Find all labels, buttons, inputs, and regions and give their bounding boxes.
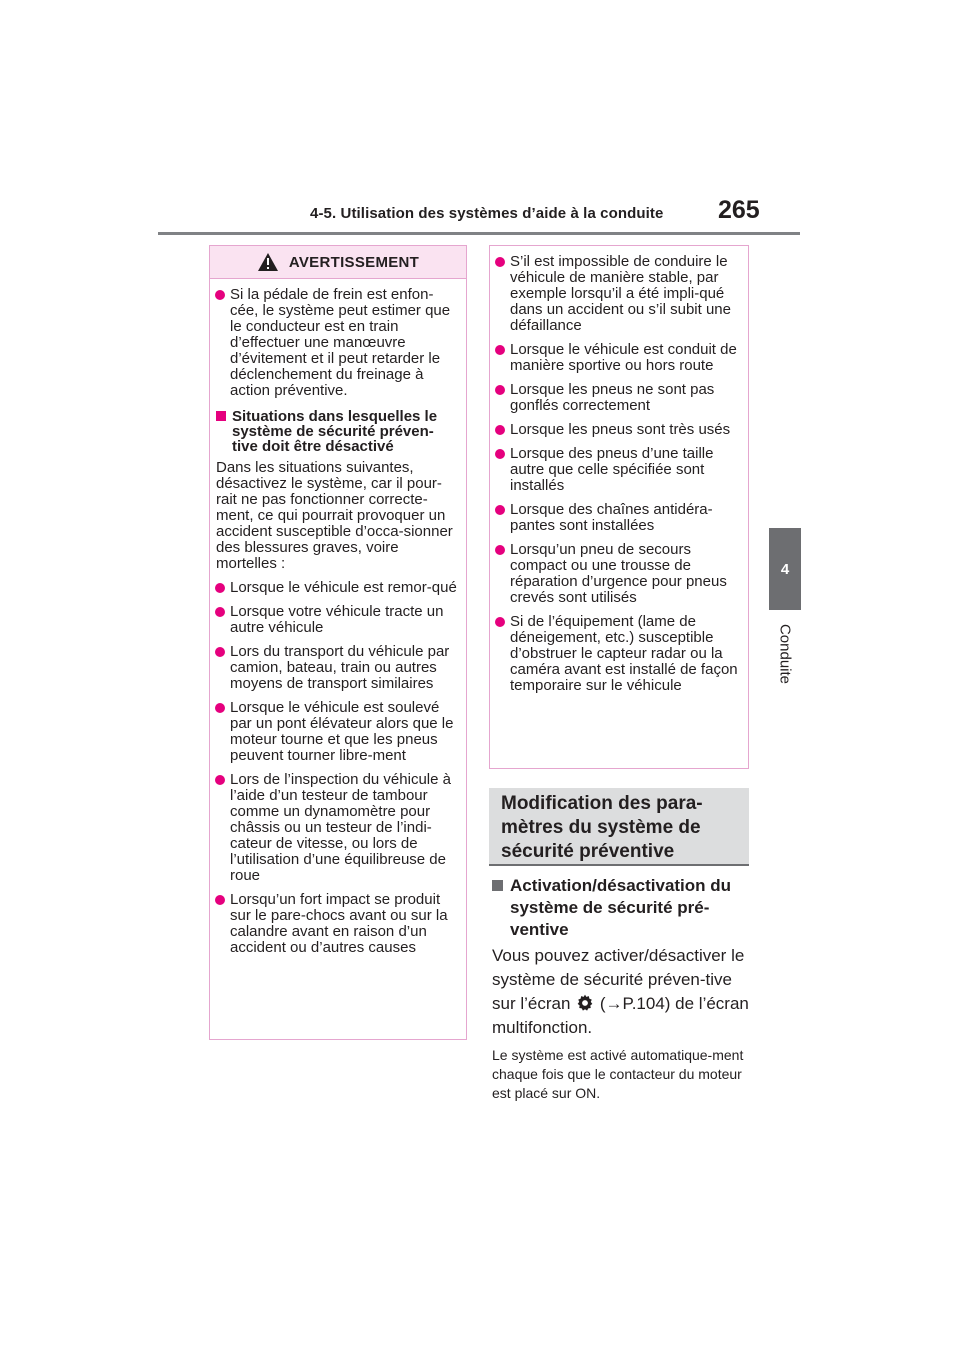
bullet-icon	[215, 775, 225, 785]
list-item: Si de l’équipement (lame de déneigement, etc.) susceptible d’obstruer le capteur radar ou la caméra avant est installé de façon temporaire sur le véhicule	[496, 614, 740, 694]
warning-subheading: Situations dans lesquelles le système de sécurité préven-tive doit être désactivé	[216, 409, 458, 454]
bullet-icon	[215, 607, 225, 617]
chapter-number: 4	[780, 560, 790, 578]
warning-box-left	[209, 245, 467, 1040]
bullet-icon	[215, 290, 225, 300]
bullet-icon	[215, 583, 225, 593]
chapter-label: Conduite	[776, 623, 794, 685]
square-bullet-icon	[492, 880, 503, 891]
bullet-icon	[495, 545, 505, 555]
bullet-icon	[495, 449, 505, 459]
bullet-icon	[495, 425, 505, 435]
header-title: 4-5. Utilisation des systèmes d’aide à la conduite	[310, 205, 664, 222]
warning-paragraph: Dans les situations suivantes, désactivez le système, car il pour-rait ne pas fonctionner correcte-ment, ce qui pourrait provoquer un accident susceptible d’occa-sionner des blessures graves, voire mortelles :	[216, 459, 453, 572]
list-item: Lors de l’inspection du véhicule à l’aide d’un testeur de tambour comme un dynamomètre pour châssis ou un testeur de l’indi-cateur de vitesse, ou lors de l’utilisation d’une équilibreuse de roue	[216, 772, 458, 884]
gear-icon	[575, 993, 595, 1013]
list-item: Lorsqu’un pneu de secours compact ou une trousse de réparation d’urgence pour pneus crevés sont utilisés	[496, 542, 740, 606]
bullet-icon	[215, 647, 225, 657]
list-item: Lorsqu’un fort impact se produit sur le pare-chocs avant ou sur la calandre avant en raison d’un accident ou d’autres causes	[216, 892, 458, 956]
chapter-tab[interactable]	[769, 528, 801, 610]
list-item: Si la pédale de frein est enfon-cée, le système peut estimer que le conducteur est en train d’effectuer une manœuvre d’évitement et il peut retarder le déclenchement du freinage à action préventive.	[216, 287, 458, 399]
list-item: Lorsque les pneus sont très usés	[496, 422, 740, 438]
list-item: Lorsque des chaînes antidéra-pantes sont installées	[496, 502, 740, 534]
bullet-icon	[495, 257, 505, 267]
section-title: Modification des para-mètres du système de sécurité préventive	[489, 788, 749, 866]
list-item: Lorsque le véhicule est conduit de manière sportive ou hors route	[496, 342, 740, 374]
bullet-icon	[215, 703, 225, 713]
list-item: Lorsque le véhicule est remor-qué	[216, 580, 458, 596]
bullet-icon	[495, 617, 505, 627]
list-item: Lorsque les pneus ne sont pas gonflés correctement	[496, 382, 740, 414]
section-note: Le système est activé automatique-ment chaque fois que le contacteur du moteur est placé sur ON.	[492, 1047, 744, 1101]
section-subheading: Activation/désactivation du système de sécurité pré-ventive	[492, 875, 752, 941]
list-item: Lors du transport du véhicule par camion, bateau, train ou autres moyens de transport similaires	[216, 644, 458, 692]
section-body: Vous pouvez activer/désactiver le système de sécurité préven-tive sur l’écran (→P.104) de l’écran multifonction.	[492, 946, 749, 1037]
warning-box-right	[489, 245, 749, 769]
warning-title: AVERTISSEMENT	[288, 253, 420, 271]
list-item: Lorsque le véhicule est soulevé par un pont élévateur alors que le moteur tourne et que les pneus peuvent tourner libre-ment	[216, 700, 458, 764]
bullet-icon	[495, 505, 505, 515]
bullet-icon	[215, 895, 225, 905]
list-item: Lorsque votre véhicule tracte un autre véhicule	[216, 604, 458, 636]
bullet-icon	[495, 345, 505, 355]
list-item: S’il est impossible de conduire le véhicule de manière stable, par exemple lorsqu’il a été impli-qué dans un accident ou s’il subit une défaillance	[496, 254, 740, 334]
warning-header	[210, 246, 466, 279]
bullet-icon	[495, 385, 505, 395]
warning-triangle-icon	[257, 252, 279, 272]
list-item: Lorsque des pneus d’une taille autre que celle spécifiée sont installés	[496, 446, 740, 494]
header-rule	[158, 232, 800, 235]
page-number: 265	[718, 196, 760, 224]
square-bullet-icon	[216, 411, 226, 421]
